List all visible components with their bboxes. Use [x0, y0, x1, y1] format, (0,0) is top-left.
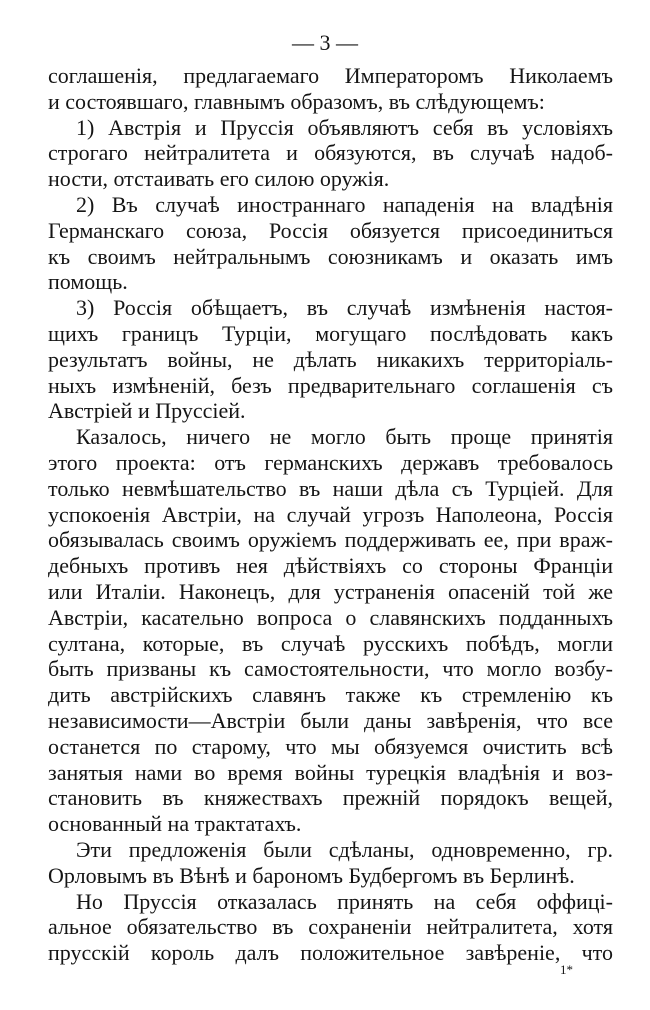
text-line: занятыя нами во время войны турецкія владѣнія и воз-	[48, 759, 613, 785]
text-line: останется по старому, что мы обязуемся очистить всѣ	[48, 733, 613, 759]
text-line: Австріи, касательно вопроса о славянскихъ подданныхъ	[48, 604, 613, 630]
text-line: 2) Въ случаѣ иностраннаго нападенія на владѣнія	[76, 191, 613, 217]
text-line: и состоявшаго, главнымъ образомъ, въ слѣдующемъ:	[48, 88, 545, 114]
text-line: строгаго нейтралитета и обязуются, въ случаѣ надоб-	[48, 140, 613, 166]
text-line: успокоенія Австріи, на случай угрозъ Наполеона, Россія	[48, 501, 613, 527]
text-line: или Италіи. Наконецъ, для устраненія опасеній той же	[48, 578, 613, 604]
text-line: 3) Россія обѣщаетъ, въ случаѣ измѣненія настоя-	[76, 295, 613, 321]
text-line: основанный на трактатахъ.	[48, 811, 302, 837]
text-line: дебныхъ противъ нея дѣйствіяхъ со стороны Франціи	[48, 553, 613, 579]
text-line: обязывалась своимъ оружіемъ поддерживать ее, при враж-	[48, 527, 613, 553]
text-line: становить въ княжествахъ прежній порядокъ вещей,	[48, 785, 613, 811]
text-line: Австріей и Пруссіей.	[48, 398, 246, 424]
text-line: быть призваны къ самостоятельности, что могло возбу-	[48, 656, 613, 682]
text-line: Казалось, ничего не могло быть проще принятія	[76, 424, 613, 450]
text-line: результатъ войны, не дѣлать никакихъ территоріаль-	[48, 346, 613, 372]
text-line: ныхъ измѣненій, безъ предварительнаго соглашенія съ	[48, 372, 613, 398]
text-line: этого проекта: отъ германскихъ державъ требовалось	[48, 449, 613, 475]
text-line: прусскій король далъ положительное завѣреніе, что	[48, 940, 613, 966]
text-line: Но Пруссія отказалась принять на себя оффиці-	[76, 888, 613, 914]
text-line: только невмѣшательство въ наши дѣла съ Турціей. Для	[48, 475, 613, 501]
text-line: дить австрійскихъ славянъ также къ стремленію къ	[48, 682, 613, 708]
text-line: ности, отстаивать его силою оружія.	[48, 166, 390, 192]
signature-mark: 1*	[560, 962, 573, 977]
text-line: альное обязательство въ сохраненіи нейтралитета, хотя	[48, 914, 613, 940]
text-line: Германскаго союза, Россія обязуется присоединиться	[48, 217, 613, 243]
text-line: султана, которые, въ случаѣ русскихъ побѣдъ, могли	[48, 630, 613, 656]
text-line: 1) Австрія и Пруссія объявляютъ себя въ условіяхъ	[76, 114, 613, 140]
page-number: — 3 —	[292, 30, 358, 55]
text-line: помощь.	[48, 269, 128, 295]
text-line: соглашенія, предлагаемаго Императоромъ Николаемъ	[48, 63, 613, 88]
body-text	[48, 63, 613, 966]
text-line: независимости—Австріи были даны завѣренія, что все	[48, 707, 613, 733]
text-line: Орловымъ въ Вѣнѣ и барономъ Будбергомъ въ Берлинѣ.	[48, 862, 575, 888]
text-line: Эти предложенія были сдѣланы, одновременно, гр.	[76, 836, 613, 862]
text-line: щихъ границъ Турціи, могущаго послѣдовать какъ	[48, 320, 613, 346]
text-line: къ своимъ нейтральнымъ союзникамъ и оказать имъ	[48, 243, 613, 269]
